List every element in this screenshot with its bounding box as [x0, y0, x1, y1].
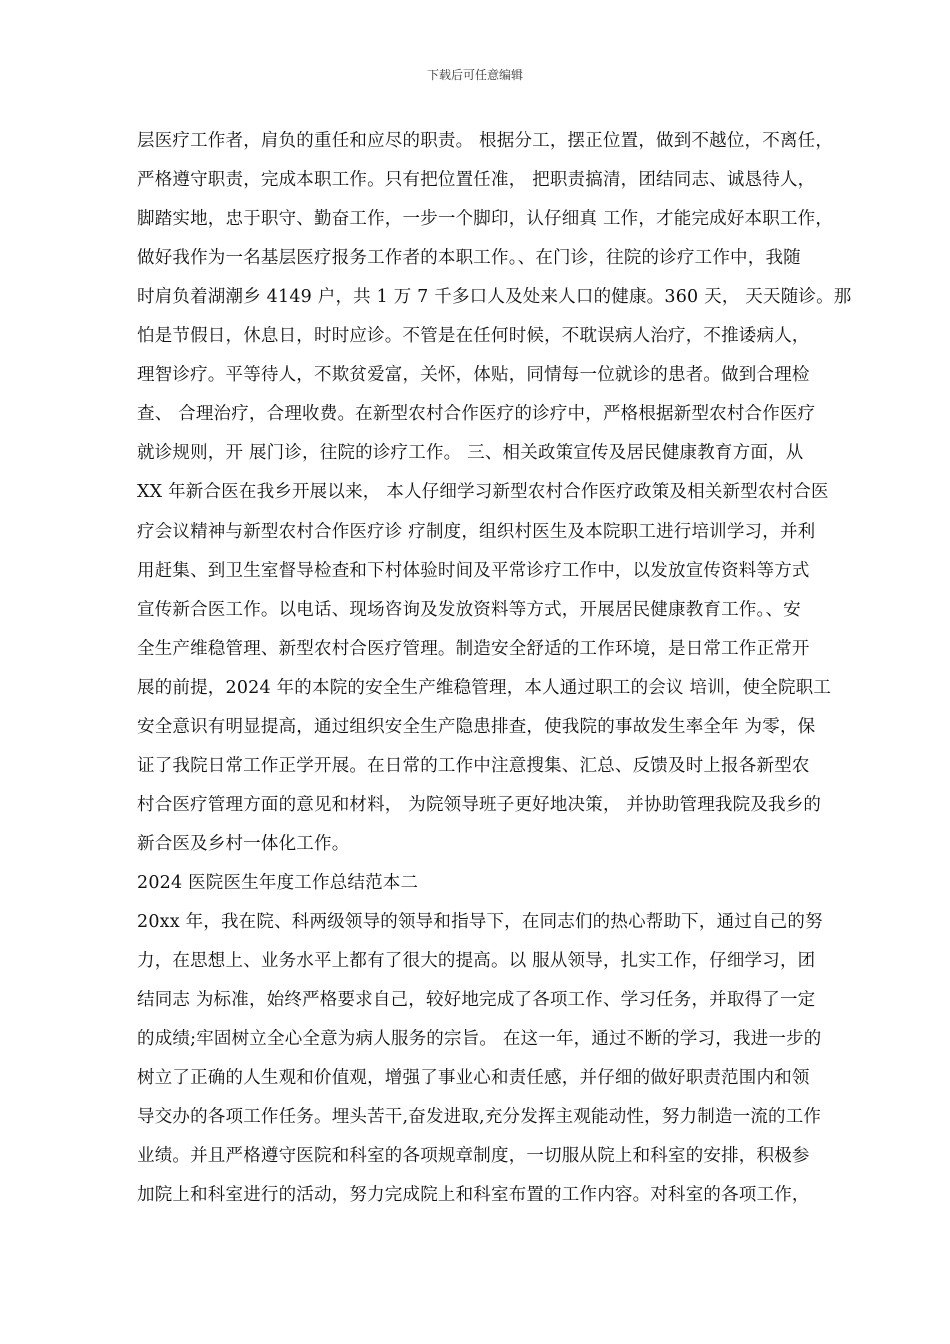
page-header: 下载后可任意编辑	[426, 68, 523, 82]
text-line: 证了我院日常工作正学开展。在日常的工作中注意搜集、汇总、反馈及时上报各新型农	[137, 755, 810, 776]
text-line: 2024 医院医生年度工作总结范本二	[137, 872, 419, 893]
text-line: 20xx 年，我在院、科两级领导的领导和指导下，在同志们的热心帮助下，通过自己的努	[137, 912, 823, 932]
text-line: 严格遵守职责，完成本职工作。只有把位置任准， 把职责搞清，团结同志、诚恳待人，	[137, 170, 816, 191]
text-line: 用赶集、到卫生室督导检查和下村体验时间及平常诊疗工作中，以发放宣传资料等方式	[137, 560, 810, 581]
text-line: 业绩。并且严格遵守医院和科室的各项规章制度，一切服从院上和科室的安排，积极参	[137, 1146, 810, 1167]
text-line: 疗会议精神与新型农村合作医疗诊 疗制度，组织村医生及本院职工进行培训学习，并利	[137, 521, 816, 542]
text-line: 安全意识有明显提高，通过组织安全生产隐患排查，使我院的事故发生率全年 为零，保	[137, 716, 816, 737]
text-line: 做好我作为一名基层医疗报务工作者的本职工作。、在门诊，往院的诊疗工作中，我随	[137, 248, 801, 269]
text-line: 村合医疗管理方面的意见和材料， 为院领导班子更好地决策， 并协助管理我院及我乡的	[137, 794, 822, 815]
text-line: 查、 合理治疗，合理收费。在新型农村合作医疗的诊疗中，严格根据新型农村合作医疗	[137, 404, 816, 425]
text-line: 结同志 为标准，始终严格要求自己，较好地完成了各项工作、学习任务，并取得了一定	[137, 990, 816, 1011]
text-line: 加院上和科室进行的活动，努力完成院上和科室布置的工作内容。对科室的各项工作，	[137, 1185, 810, 1206]
text-line: 怕是节假日，休息日，时时应诊。不管是在任何时候，不耽误病人治疗，不推诿病人，	[137, 326, 810, 347]
text-line: 展的前提，2024 年的本院的安全生产维稳管理，本人通过职工的会议 培训，使全院职工	[137, 677, 832, 698]
text-line: 时肩负着湖潮乡 4149 户，共 1 万 7 千多口人及处来人口的健康。360 天， 天天随诊。那	[137, 287, 852, 308]
text-line: XX 年新合医在我乡开展以来， 本人仔细学习新型农村合作医疗政策及相关新型农村合医	[137, 482, 829, 503]
text-line: 的成绩;牢固树立全心全意为病人服务的宗旨。 在这一年，通过不断的学习，我进一步的	[137, 1029, 822, 1050]
text-line: 新合医及乡村一体化工作。	[137, 833, 350, 854]
text-line: 脚踏实地，忠于职守、勤奋工作，一步一个脚印，认仔细真 工作，才能完成好本职工作，	[137, 209, 834, 230]
text-line: 理智诊疗。平等待人，不欺贫爱富，关怀，体贴，同情每一位就诊的患者。做到合理检	[137, 365, 810, 386]
text-line: 树立了正确的人生观和价值观，增强了事业心和责任感，并仔细的做好职责范围内和领	[137, 1068, 810, 1089]
text-line: 导交办的各项工作任务。埋头苦干,奋发进取,充分发挥主观能动性，努力制造一流的工作	[137, 1107, 822, 1128]
text-line: 就诊规则，开 展门诊，往院的诊疗工作。 三、相关政策宣传及居民健康教育方面，从	[137, 443, 804, 464]
text-line: 层医疗工作者，肩负的重任和应尽的职责。 根据分工，摆正位置，做到不越位，不离任，	[137, 131, 834, 151]
text-line: 力，在思想上、业务水平上都有了很大的提高。以 服从领导，扎实工作，仔细学习，团	[137, 951, 816, 972]
text-line: 宣传新合医工作。以电话、现场咨询及发放资料等方式，开展居民健康教育工作。、安	[137, 599, 801, 620]
text-line: 全生产维稳管理、新型农村合医疗管理。制造安全舒适的工作环境，是日常工作正常开	[137, 638, 810, 659]
